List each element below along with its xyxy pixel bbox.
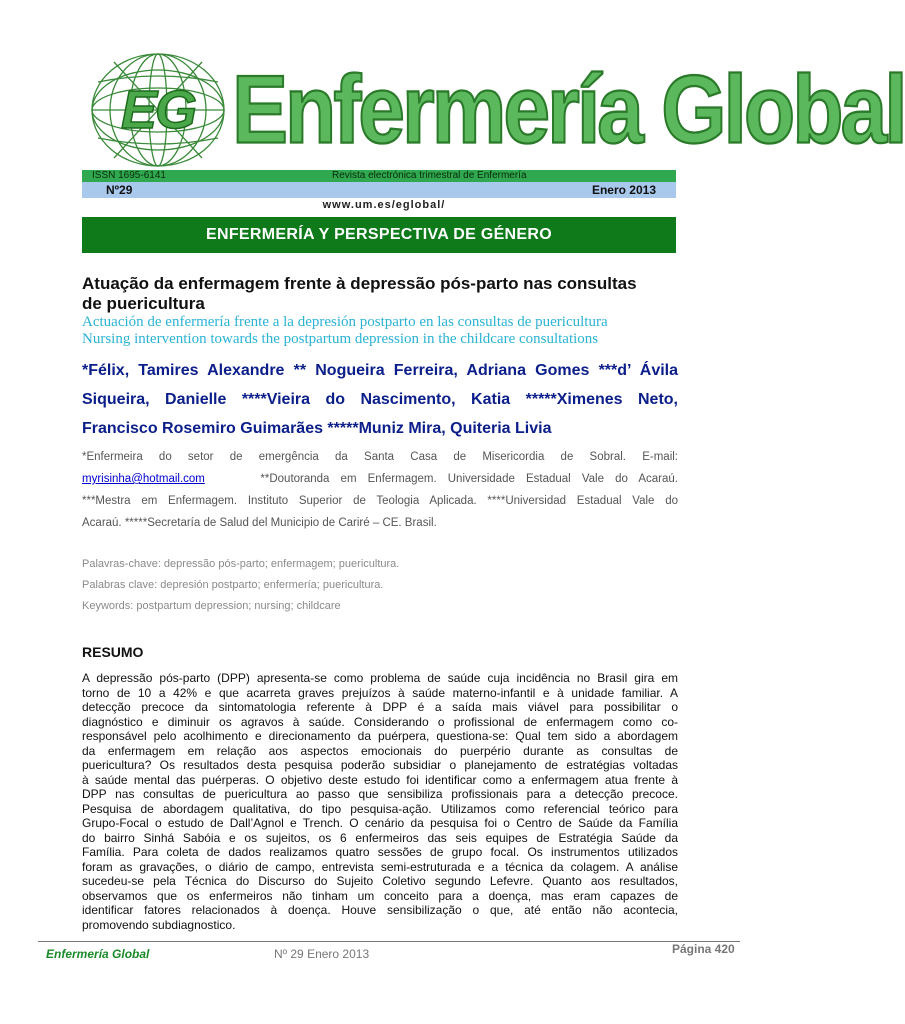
section-heading: ENFERMERÍA Y PERSPECTIVA DE GÉNERO [82,217,676,253]
abstract-line: responsável pelo acolhimento e direcionamento da puérpera, questiona-se: Qual tem sido a abordagem [82,729,678,743]
abstract-line: da enfermagem em relação aos aspectos emocionais do puerpério durante as consultas de [82,743,678,758]
affiliations [82,446,678,534]
issn-text: ISSN 1695-6141 [92,170,166,181]
abstract-line: Pesquisa de abordagem qualitativa, do tipo pesquisa-ação. Utilizamos como referencial teórico para [82,801,678,816]
logo-initials: EG [120,80,196,140]
affiliation-line: ***Mestra em Enfermagem. Instituto Superior de Teologia Aplicada. ****Universidad Estadual Vale do [82,495,678,507]
footer-divider [38,941,740,942]
abstract-line: do bairro Sinhá Sabóia e os sujeitos, os 6 enfermeiros das seis equipes de Estratégia Saúde da [82,830,678,845]
journal-title-logo: Enfermería Global [232,54,905,164]
footer-issue: Nº 29 Enero 2013 [274,947,370,961]
abstract-line: A depressão pós-parto (DPP) apresenta-se como problema de saúde cuja incidência no Brasil gira em [82,671,678,685]
abstract-line: detecção precoce da sintomatologia referente à DPP é a saída mais viável para possibilitar o [82,700,678,714]
abstract-line: Grupo-Focal o estudo de Dall’Agnol e Trench. O cenário da pesquisa foi o Centro de Saúde da Família [82,816,678,830]
footer-page-number: Página 420 [672,942,735,956]
abstract-line: promovendo subdiagnostico. [82,917,236,932]
abstract-line: foram as gravações, o diário de campo, entrevista semi-estruturada e a técnica da colagem. A análise [82,859,678,874]
abstract-line: à saúde mental das puérperas. O objetivo deste estudo foi identificar como a enfermagem atua frente à [82,772,678,787]
affiliation-line: Acaraú. *****Secretaría de Salud del Municipio de Cariré – CE. Brasil. [82,517,437,529]
article-title-en: Nursing intervention towards the postpartum depression in the childcare consultations [82,331,599,347]
article-title-pt-line: de puericultura [82,294,205,313]
abstract-line: Família. Para coleta de dados realizamos quatro sessões de grupo focal. Os instrumentos utilizados [82,845,678,859]
journal-website: www.um.es/eglobal/ [322,199,446,211]
keywords-pt: Palavras-chave: depressão pós-parto; enfermagem; puericultura. [82,558,400,570]
article-title-pt [82,274,678,314]
affiliation-line [82,468,678,490]
issue-number: Nº29 [106,183,133,197]
abstract-line: observamos que os enfermeiros não tinham um conceito para a doença, mas eram capazes de [82,888,678,903]
affiliation-line: *Enfermeira do setor de emergência da Santa Casa de Misericordia de Sobral. E-mail: [82,451,678,463]
keywords-es: Palabras clave: depresión postparto; enfermería; puericultura. [82,579,384,591]
issue-bar [82,182,676,198]
issue-date: Enero 2013 [591,183,656,197]
article-title-es: Actuación de enfermería frente a la depresión postparto en las consultas de puericultura [82,314,608,330]
author-email-link[interactable]: myrisinha@hotmail.com [82,473,205,485]
abstract-line: identificar fatores relacionados à doença. Houve sensibilização o que, até então não acontecia, [82,903,678,917]
abstract-line: sucedeu-se pela Técnica do Discurso do Sujeito Coletivo segundo Lefevre. Quanto aos resultados, [82,874,678,888]
abstract-heading: RESUMO [82,644,144,660]
journal-tagline: Revista electrónica trimestral de Enfermería [332,170,527,181]
affiliation-text: **Doutoranda em Enfermagem. Universidade Estadual Vale do Acaraú. [260,473,678,485]
abstract-body [82,671,678,932]
issn-bar [82,170,676,182]
abstract-line: torno de 10 a 42% e que acarreta graves prejuízos à saúde materno-infantil e à unidade familiar. A [82,685,678,700]
abstract-line: puericultura? Os resultados desta pesquisa poderão subsidiar o planejamento de estratégias voltadas [82,758,678,772]
abstract-line: DPP nas consultas de puericultura ao passo que sensibiliza profissionais para a detecção precoce. [82,787,678,801]
footer-journal-name: Enfermería Global [46,947,150,961]
author-list [82,356,678,443]
article-title-pt-line: Atuação da enfermagem frente à depressão pós-parto nas consultas [82,274,637,293]
author-line: Siqueira, Danielle ****Vieira do Nascimento, Katia *****Ximenes Neto, [82,391,678,408]
author-line: *Félix, Tamires Alexandre ** Nogueira Ferreira, Adriana Gomes ***d’ Ávila [82,362,678,379]
keywords-en: Keywords: postpartum depression; nursing; childcare [82,600,341,612]
author-line: Francisco Rosemiro Guimarães *****Muniz Mira, Quiteria Livia [82,420,552,437]
abstract-line: diagnóstico e diminuir os agravos à saúde. Considerando o profissional de enfermagem como co- [82,714,678,729]
